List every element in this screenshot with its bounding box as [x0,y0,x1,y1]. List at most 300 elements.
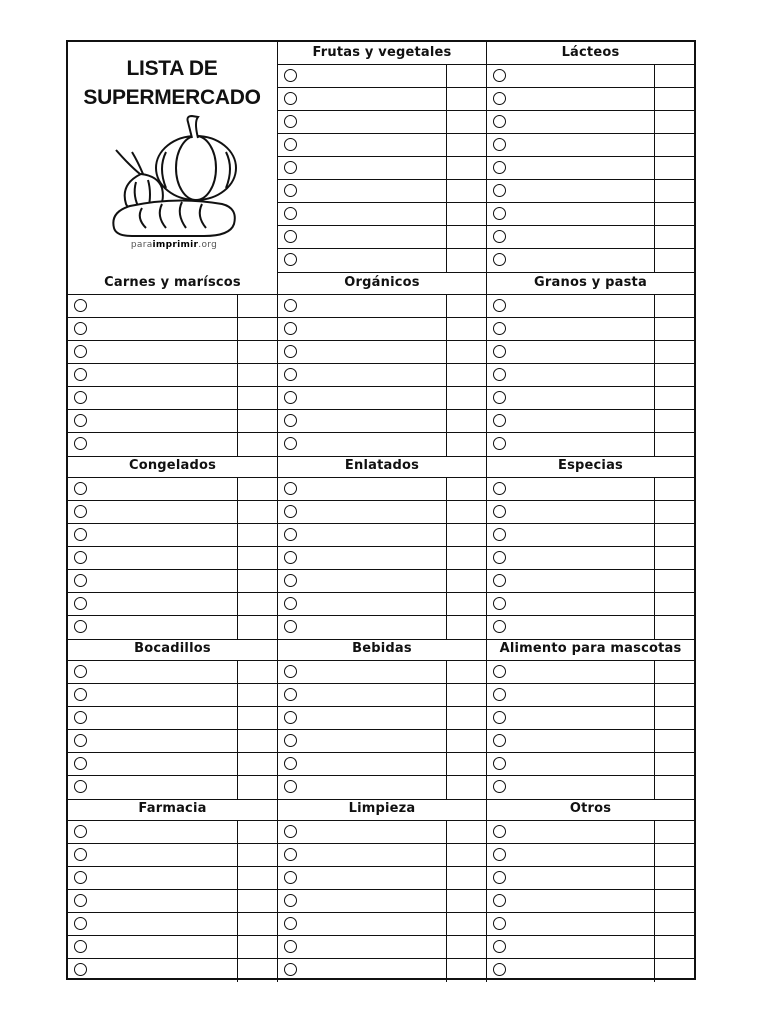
list-item[interactable] [487,478,694,501]
quantity-cell[interactable] [654,730,694,752]
list-item[interactable] [278,433,486,456]
checkbox-circle[interactable] [493,138,506,151]
checkbox-circle[interactable] [284,391,297,404]
list-item[interactable] [487,913,694,936]
checkbox-circle[interactable] [493,253,506,266]
list-item[interactable] [278,661,486,684]
list-item[interactable] [487,547,694,570]
list-item[interactable] [487,226,694,249]
list-item[interactable] [487,844,694,867]
quantity-cell[interactable] [654,524,694,546]
list-item[interactable] [278,341,486,364]
list-item[interactable] [68,547,277,570]
checkbox-circle[interactable] [284,92,297,105]
list-item[interactable] [68,707,277,730]
quantity-cell[interactable] [237,776,277,799]
checkbox-circle[interactable] [74,940,87,953]
checkbox-circle[interactable] [284,299,297,312]
quantity-cell[interactable] [446,661,486,683]
checkbox-circle[interactable] [284,734,297,747]
quantity-cell[interactable] [237,295,277,317]
quantity-cell[interactable] [237,661,277,683]
quantity-cell[interactable] [654,180,694,202]
checkbox-circle[interactable] [284,825,297,838]
checkbox-circle[interactable] [74,299,87,312]
list-item[interactable] [278,478,486,501]
quantity-cell[interactable] [446,134,486,156]
checkbox-circle[interactable] [284,115,297,128]
list-item[interactable] [278,547,486,570]
checkbox-circle[interactable] [284,551,297,564]
list-item[interactable] [278,867,486,890]
list-item[interactable] [68,776,277,799]
checkbox-circle[interactable] [74,871,87,884]
quantity-cell[interactable] [237,753,277,775]
checkbox-circle[interactable] [493,894,506,907]
checkbox-circle[interactable] [493,940,506,953]
quantity-cell[interactable] [446,821,486,843]
checkbox-circle[interactable] [74,848,87,861]
checkbox-circle[interactable] [493,505,506,518]
section-11 [68,798,278,982]
checkbox-circle[interactable] [493,688,506,701]
checkbox-circle[interactable] [74,505,87,518]
checkbox-circle[interactable] [284,940,297,953]
list-item[interactable] [487,959,694,982]
list-item[interactable] [487,684,694,707]
checkbox-circle[interactable] [284,505,297,518]
quantity-cell[interactable] [237,890,277,912]
list-item[interactable] [278,180,486,203]
list-item[interactable] [278,226,486,249]
checkbox-circle[interactable] [493,391,506,404]
checkbox-circle[interactable] [493,92,506,105]
quantity-cell[interactable] [446,226,486,248]
list-item[interactable] [68,524,277,547]
list-item[interactable] [278,524,486,547]
quantity-cell[interactable] [654,936,694,958]
checkbox-circle[interactable] [284,322,297,335]
checkbox-circle[interactable] [284,528,297,541]
checkbox-circle[interactable] [493,115,506,128]
list-item[interactable] [487,867,694,890]
quantity-cell[interactable] [237,913,277,935]
list-item[interactable] [487,410,694,433]
quantity-cell[interactable] [237,433,277,456]
checkbox-circle[interactable] [284,848,297,861]
checkbox-circle[interactable] [284,574,297,587]
quantity-cell[interactable] [654,913,694,935]
list-item[interactable] [278,65,486,88]
checkbox-circle[interactable] [493,184,506,197]
checkbox-circle[interactable] [284,482,297,495]
quantity-cell[interactable] [446,410,486,432]
quantity-cell[interactable] [654,844,694,866]
quantity-cell[interactable] [446,65,486,87]
quantity-cell[interactable] [237,959,277,982]
checkbox-circle[interactable] [493,437,506,450]
quantity-cell[interactable] [654,364,694,386]
list-item[interactable] [487,134,694,157]
checkbox-circle[interactable] [493,917,506,930]
list-item[interactable] [487,318,694,341]
checkbox-circle[interactable] [74,734,87,747]
checkbox-circle[interactable] [284,871,297,884]
quantity-cell[interactable] [446,111,486,133]
list-item[interactable] [278,134,486,157]
checkbox-circle[interactable] [493,345,506,358]
quantity-cell[interactable] [237,684,277,706]
quantity-cell[interactable] [446,890,486,912]
quantity-cell[interactable] [654,776,694,799]
checkbox-circle[interactable] [74,391,87,404]
quantity-cell[interactable] [654,867,694,889]
quantity-cell[interactable] [654,661,694,683]
checkbox-circle[interactable] [74,322,87,335]
checkbox-circle[interactable] [493,414,506,427]
quantity-cell[interactable] [446,387,486,409]
checkbox-circle[interactable] [284,230,297,243]
quantity-cell[interactable] [446,524,486,546]
quantity-cell[interactable] [237,410,277,432]
quantity-cell[interactable] [654,203,694,225]
list-item[interactable] [278,111,486,134]
checkbox-circle[interactable] [493,597,506,610]
quantity-cell[interactable] [237,387,277,409]
quantity-cell[interactable] [654,295,694,317]
quantity-cell[interactable] [654,226,694,248]
list-item[interactable] [68,616,277,639]
list-item[interactable] [487,776,694,799]
list-item[interactable] [487,524,694,547]
checkbox-circle[interactable] [493,757,506,770]
checkbox-circle[interactable] [74,551,87,564]
list-item[interactable] [487,364,694,387]
quantity-cell[interactable] [237,867,277,889]
quantity-cell[interactable] [446,295,486,317]
list-item[interactable] [487,203,694,226]
list-item[interactable] [278,593,486,616]
list-item[interactable] [487,180,694,203]
quantity-cell[interactable] [446,593,486,615]
checkbox-circle[interactable] [284,69,297,82]
list-item[interactable] [278,730,486,753]
list-item[interactable] [68,570,277,593]
list-item[interactable] [278,203,486,226]
quantity-cell[interactable] [446,959,486,982]
quantity-cell[interactable] [446,684,486,706]
quantity-cell[interactable] [654,318,694,340]
list-item[interactable] [487,616,694,639]
list-item[interactable] [487,570,694,593]
quantity-cell[interactable] [237,318,277,340]
quantity-cell[interactable] [654,410,694,432]
quantity-cell[interactable] [237,730,277,752]
quantity-cell[interactable] [237,341,277,363]
checkbox-circle[interactable] [74,711,87,724]
checkbox-circle[interactable] [74,963,87,976]
list-item[interactable] [68,730,277,753]
checkbox-circle[interactable] [284,207,297,220]
checkbox-circle[interactable] [493,299,506,312]
list-item[interactable] [487,936,694,959]
checkbox-circle[interactable] [493,780,506,793]
quantity-cell[interactable] [446,776,486,799]
quantity-cell[interactable] [446,844,486,866]
checkbox-circle[interactable] [74,665,87,678]
quantity-cell[interactable] [237,364,277,386]
list-item[interactable] [68,364,277,387]
list-item[interactable] [68,593,277,616]
quantity-cell[interactable] [654,341,694,363]
quantity-cell[interactable] [446,730,486,752]
quantity-cell[interactable] [654,387,694,409]
list-item[interactable] [487,111,694,134]
checkbox-circle[interactable] [493,230,506,243]
list-item[interactable] [278,936,486,959]
list-item[interactable] [68,295,277,318]
checkbox-circle[interactable] [493,551,506,564]
quantity-cell[interactable] [654,478,694,500]
quantity-cell[interactable] [446,547,486,569]
quantity-cell[interactable] [654,570,694,592]
quantity-cell[interactable] [237,821,277,843]
list-item[interactable] [487,821,694,844]
quantity-cell[interactable] [237,547,277,569]
list-item[interactable] [68,959,277,982]
list-item[interactable] [68,753,277,776]
quantity-cell[interactable] [446,433,486,456]
checkbox-circle[interactable] [493,482,506,495]
checkbox-circle[interactable] [284,917,297,930]
list-item[interactable] [278,821,486,844]
checkbox-circle[interactable] [74,757,87,770]
checkbox-circle[interactable] [284,184,297,197]
quantity-cell[interactable] [446,364,486,386]
quantity-cell[interactable] [446,867,486,889]
quantity-cell[interactable] [446,478,486,500]
list-item[interactable] [68,478,277,501]
quantity-cell[interactable] [446,936,486,958]
checkbox-circle[interactable] [493,620,506,633]
checkbox-circle[interactable] [284,780,297,793]
list-item[interactable] [487,295,694,318]
list-item[interactable] [487,65,694,88]
checkbox-circle[interactable] [74,482,87,495]
list-item[interactable] [68,936,277,959]
checkbox-circle[interactable] [493,825,506,838]
checkbox-circle[interactable] [284,161,297,174]
list-item[interactable] [278,913,486,936]
quantity-cell[interactable] [237,524,277,546]
quantity-cell[interactable] [446,707,486,729]
checkbox-circle[interactable] [284,620,297,633]
section-7 [487,455,694,640]
checkbox-circle[interactable] [284,253,297,266]
quantity-cell[interactable] [446,501,486,523]
list-item[interactable] [68,387,277,410]
quantity-cell[interactable] [654,134,694,156]
quantity-cell[interactable] [237,478,277,500]
checkbox-circle[interactable] [284,138,297,151]
quantity-cell[interactable] [654,707,694,729]
list-item[interactable] [278,959,486,982]
list-item[interactable] [487,88,694,111]
quantity-cell[interactable] [237,616,277,639]
quantity-cell[interactable] [654,88,694,110]
checkbox-circle[interactable] [493,322,506,335]
list-item[interactable] [487,753,694,776]
quantity-cell[interactable] [237,570,277,592]
list-item[interactable] [278,249,486,272]
checkbox-circle[interactable] [493,665,506,678]
list-item[interactable] [68,821,277,844]
checkbox-circle[interactable] [284,437,297,450]
checkbox-circle[interactable] [284,711,297,724]
list-item[interactable] [487,593,694,616]
list-item[interactable] [278,157,486,180]
list-item[interactable] [487,890,694,913]
quantity-cell[interactable] [654,157,694,179]
quantity-cell[interactable] [654,249,694,272]
quantity-cell[interactable] [446,318,486,340]
checkbox-circle[interactable] [493,161,506,174]
list-item[interactable] [487,157,694,180]
checkbox-circle[interactable] [284,368,297,381]
list-item[interactable] [487,433,694,456]
list-item[interactable] [68,844,277,867]
list-item[interactable] [487,387,694,410]
checkbox-circle[interactable] [493,734,506,747]
list-item[interactable] [68,867,277,890]
quantity-cell[interactable] [654,433,694,456]
list-item[interactable] [278,501,486,524]
checkbox-circle[interactable] [74,620,87,633]
checkbox-circle[interactable] [74,528,87,541]
list-item[interactable] [68,341,277,364]
list-item[interactable] [278,410,486,433]
list-item[interactable] [68,501,277,524]
quantity-cell[interactable] [446,913,486,935]
list-item[interactable] [278,88,486,111]
quantity-cell[interactable] [446,616,486,639]
checkbox-circle[interactable] [74,574,87,587]
list-item[interactable] [487,249,694,272]
list-item[interactable] [278,684,486,707]
quantity-cell[interactable] [446,753,486,775]
checkbox-circle[interactable] [493,69,506,82]
list-item[interactable] [278,318,486,341]
checkbox-circle[interactable] [74,780,87,793]
list-item[interactable] [278,753,486,776]
list-item[interactable] [278,707,486,730]
quantity-cell[interactable] [654,890,694,912]
list-item[interactable] [278,616,486,639]
checkbox-circle[interactable] [74,894,87,907]
list-item[interactable] [278,364,486,387]
quantity-cell[interactable] [446,570,486,592]
section-title: Orgánicos [278,272,486,295]
quantity-cell[interactable] [446,341,486,363]
checkbox-circle[interactable] [284,757,297,770]
quantity-cell[interactable] [446,180,486,202]
quantity-cell[interactable] [237,936,277,958]
list-item[interactable] [68,913,277,936]
checkbox-circle[interactable] [284,597,297,610]
checkbox-circle[interactable] [284,963,297,976]
checkbox-circle[interactable] [74,597,87,610]
list-item[interactable] [278,570,486,593]
quantity-cell[interactable] [446,203,486,225]
quantity-cell[interactable] [654,547,694,569]
list-item[interactable] [487,661,694,684]
quantity-cell[interactable] [654,65,694,87]
checkbox-circle[interactable] [493,848,506,861]
list-item[interactable] [278,295,486,318]
checkbox-circle[interactable] [493,963,506,976]
checkbox-circle[interactable] [284,665,297,678]
checkbox-circle[interactable] [74,688,87,701]
checkbox-circle[interactable] [493,368,506,381]
checkbox-circle[interactable] [493,711,506,724]
quantity-cell[interactable] [446,249,486,272]
quantity-cell[interactable] [654,821,694,843]
list-item[interactable] [68,661,277,684]
list-item[interactable] [68,410,277,433]
list-item[interactable] [278,776,486,799]
list-item[interactable] [278,387,486,410]
checkbox-circle[interactable] [74,825,87,838]
quantity-cell[interactable] [654,959,694,982]
quantity-cell[interactable] [237,844,277,866]
checkbox-circle[interactable] [493,574,506,587]
checkbox-circle[interactable] [284,414,297,427]
list-item[interactable] [278,844,486,867]
checkbox-circle[interactable] [74,437,87,450]
quantity-cell[interactable] [654,753,694,775]
list-item[interactable] [68,684,277,707]
list-item[interactable] [487,707,694,730]
quantity-cell[interactable] [654,501,694,523]
quantity-cell[interactable] [654,684,694,706]
checkbox-circle[interactable] [284,894,297,907]
checkbox-circle[interactable] [493,528,506,541]
quantity-cell[interactable] [446,157,486,179]
quantity-cell[interactable] [237,707,277,729]
checkbox-circle[interactable] [74,414,87,427]
list-item[interactable] [487,341,694,364]
list-item[interactable] [487,730,694,753]
quantity-cell[interactable] [237,593,277,615]
quantity-cell[interactable] [654,111,694,133]
checkbox-circle[interactable] [74,345,87,358]
checkbox-circle[interactable] [493,871,506,884]
quantity-cell[interactable] [654,593,694,615]
list-item[interactable] [68,318,277,341]
quantity-cell[interactable] [654,616,694,639]
checkbox-circle[interactable] [74,368,87,381]
list-item[interactable] [278,890,486,913]
quantity-cell[interactable] [237,501,277,523]
checkbox-circle[interactable] [74,917,87,930]
list-item[interactable] [487,501,694,524]
checkbox-circle[interactable] [493,207,506,220]
checkbox-circle[interactable] [284,345,297,358]
list-item[interactable] [68,890,277,913]
quantity-cell[interactable] [446,88,486,110]
checkbox-circle[interactable] [284,688,297,701]
list-item[interactable] [68,433,277,456]
